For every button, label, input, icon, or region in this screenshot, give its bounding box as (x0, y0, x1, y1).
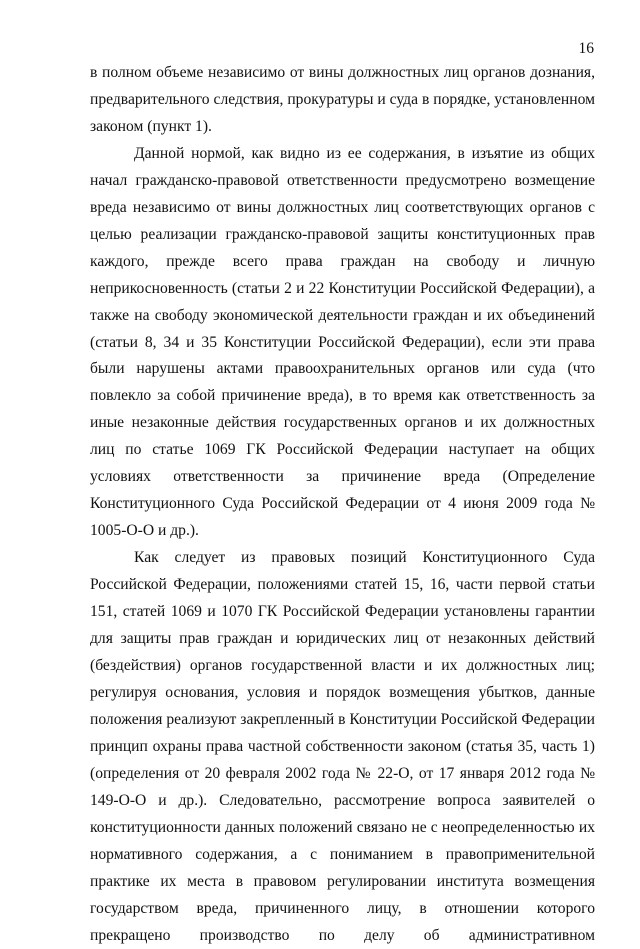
page-number: 16 (578, 40, 594, 57)
paragraph-legal-positions: Как следует из правовых позиций Конституционного Суда Российской Федерации, положениями статей 15, 16, части первой статьи 151, статей 1069 и 1070 ГК Российской Федерации установлены гарантии для защиты прав граждан и юридических лиц от незаконных действий (бездействия) органов государственной власти и их должностных лиц; регулируя основания, условия и порядок возмещения убытков, данные положения реализуют закрепленный в Конституции Российской Федерации принцип охраны права частной собственности законом (статья 35, часть 1) (определения от 20 февраля 2002 года № 22-О, от 17 января 2012 года № 149-О-О и др.). Следовательно, рассмотрение вопроса заявителей о конституционности данных положений связано не с неопределенностью их нормативного содержания, а с пониманием в правоприменительной практике их места в правовом регулировании института возмещения государством вреда, причиненного лицу, в отношении которого прекращено производство по делу об административном (90, 549, 595, 944)
paragraph-continuation: в полном объеме независимо от вины должностных лиц органов дознания, предварительного следствия, прокуратуры и суда в порядке, установленном законом (пункт 1). (90, 64, 595, 135)
document-body (90, 60, 595, 949)
paragraph-norm-interpretation: Данной нормой, как видно из ее содержания, в изъятие из общих начал гражданско-правовой ответственности предусмотрено возмещение вреда независимо от вины должностных лиц соответствующих органов с целью реализации гражданско-правовой защиты конституционных прав каждого, прежде всего права граждан на свободу и личную неприкосновенность (статьи 2 и 22 Конституции Российской Федерации), а также на свободу экономической деятельности граждан и их объединений (статьи 8, 34 и 35 Конституции Российской Федерации), если эти права были нарушены актами правоохранительных органов или суда (что повлекло за собой причинение вреда), в то время как ответственность за иные незаконные действия государственных органов и их должностных лиц по статье 1069 ГК Российской Федерации наступает на общих условиях ответственности за причинение вреда (Определение Конституционного Суда Российской Федерации от 4 июня 2009 года № 1005-О-О и др.). (90, 144, 595, 540)
